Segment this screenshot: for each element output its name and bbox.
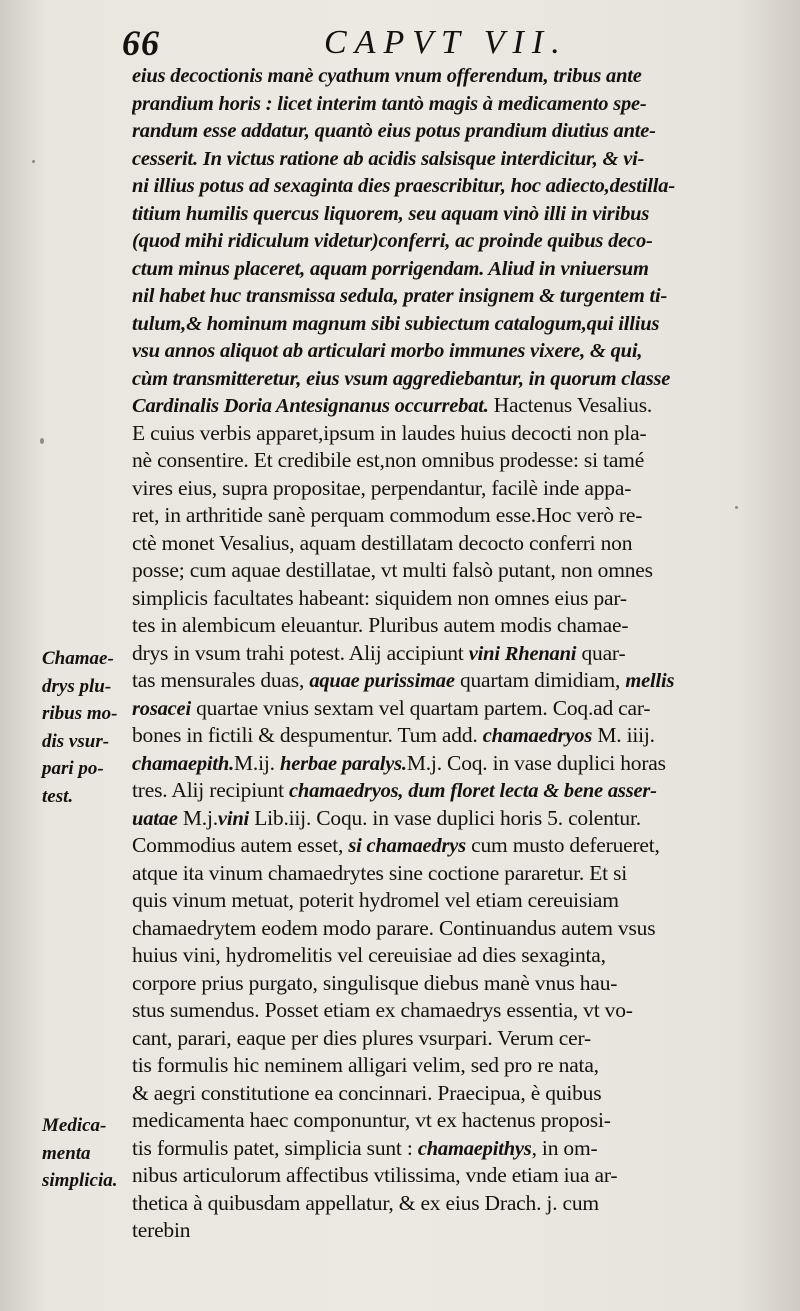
roman-segment: Commodius autem esset, <box>132 833 349 857</box>
marginal-note-line: simplicia. <box>42 1170 118 1191</box>
text-line <box>132 887 792 915</box>
page-header <box>122 18 782 68</box>
italic-segment: vini Rhenani <box>468 642 577 665</box>
roman-segment: M.ij. <box>234 750 281 775</box>
roman-segment: quar- <box>576 640 626 665</box>
text-line <box>132 970 792 998</box>
roman-segment: terebin <box>132 1218 191 1242</box>
italic-segment: aquae purissimae <box>309 670 455 692</box>
roman-segment: Lib.iij. Coqu. in vase duplici horis 5. colentur. <box>249 805 641 830</box>
text-line <box>132 1135 792 1163</box>
italic-segment: mellis <box>625 670 675 692</box>
roman-segment: ctè monet Vesalius, aquam destillatam decocto conferri non <box>132 530 633 555</box>
ink-speck <box>40 438 44 444</box>
italic-segment: (quod mihi ridiculum videtur)conferri, ac proinde quibus deco- <box>132 230 653 252</box>
italic-segment: chamaepithys <box>417 1137 532 1160</box>
italic-segment: prandium horis : licet interim tantò magis à medicamento spe- <box>132 92 647 115</box>
marginal-note-line: Chamae- <box>42 648 114 669</box>
text-line <box>132 502 792 530</box>
text-line <box>132 557 792 585</box>
text-line <box>132 337 792 365</box>
text-line <box>132 255 792 283</box>
roman-segment: cant, parari, eaque per dies plures vsurpari. Verum cer- <box>132 1025 591 1050</box>
text-line <box>132 310 792 338</box>
roman-segment: atque ita vinum chamaedrytes sine coctione pararetur. Et si <box>132 860 628 885</box>
italic-segment: Cardinalis Doria Antesignanus occurrebat. <box>132 395 494 417</box>
italic-segment: randum esse addatur, quantò eius potus prandium diutius ante- <box>132 120 656 142</box>
roman-segment: simplicis facultates habeant: siquidem non omnes eius par- <box>132 585 627 610</box>
italic-segment: rosacei <box>132 697 191 720</box>
text-line <box>132 997 792 1025</box>
roman-segment: tes in alembicum eleuantur. Pluribus autem modis chamae- <box>132 613 629 637</box>
italic-segment: chamaepith. <box>132 752 235 775</box>
text-line <box>132 585 792 613</box>
marginal-note-line: Medica- <box>42 1115 107 1136</box>
italic-segment: cesserit. In victus ratione ab acidis salsisque interdicitur, & vi- <box>132 147 645 170</box>
text-line <box>132 62 792 90</box>
italic-segment: vini <box>217 807 250 830</box>
running-head: CAPVT VII. <box>324 24 568 61</box>
roman-segment: M.j. <box>177 805 218 830</box>
text-line <box>132 722 792 750</box>
text-line <box>132 832 792 860</box>
page-number: 66 <box>122 23 160 63</box>
italic-segment: uatae <box>132 807 178 830</box>
roman-segment: quartam dimidiam, <box>454 668 626 692</box>
text-line <box>132 227 792 255</box>
text-line <box>132 640 792 668</box>
main-text <box>132 62 792 1245</box>
roman-segment: nè consentire. Et credibile est,non omnibus prodesse: si tamé <box>132 448 645 472</box>
text-line <box>132 1190 792 1218</box>
text-line <box>132 392 792 420</box>
roman-segment: & aegri constitutione ea concinnari. Praecipua, è quibus <box>132 1080 602 1105</box>
roman-segment: drys in vsum trahi potest. Alij accipiunt <box>132 640 469 665</box>
italic-segment: herbae paralys. <box>280 752 407 775</box>
text-line <box>132 942 792 970</box>
roman-segment: E cuius verbis apparet,ipsum in laudes huius decocti non pla- <box>132 420 647 445</box>
text-line <box>132 1025 792 1053</box>
roman-segment: quartae vnius sextam vel quartam partem. Coq.ad car- <box>190 695 651 720</box>
roman-segment: ret, in arthritide sanè perquam commodum esse.Hoc verò re- <box>132 503 643 527</box>
ink-speck <box>735 506 738 509</box>
text-line <box>132 1162 792 1190</box>
italic-segment: ctum minus placeret, aquam porrigendam. Aliud in vniuersum <box>132 257 649 280</box>
text-line <box>132 1080 792 1108</box>
text-line <box>132 695 792 723</box>
italic-segment: chamaedryos, dum floret lecta & bene asser- <box>289 780 657 802</box>
roman-segment: posse; cum aquae destillatae, vt multi falsò putant, non omnes <box>132 558 653 582</box>
roman-segment: , in om- <box>531 1135 598 1160</box>
roman-segment: corpore prius purgato, singulisque diebus manè vnus hau- <box>132 970 618 995</box>
marginal-note-line: drys plu- <box>42 675 112 697</box>
text-line <box>132 667 792 695</box>
italic-segment: tulum,& hominum magnum sibi subiectum catalogum,qui illius <box>132 312 660 335</box>
roman-segment: tis formulis hic neminem alligari velim, sed pro re nata, <box>132 1053 599 1077</box>
roman-segment: nibus articulorum affectibus vtilissima, vnde etiam iua ar- <box>132 1163 618 1187</box>
roman-segment: tas mensurales duas, <box>132 668 310 692</box>
text-line <box>132 117 792 145</box>
text-line <box>132 915 792 943</box>
roman-segment: quis vinum metuat, poterit hydromel vel etiam cereuisiam <box>132 888 619 912</box>
italic-segment: chamaedryos <box>482 725 593 747</box>
italic-segment: ni illius potus ad sexaginta dies praescribitur, hoc adiecto,destilla- <box>132 175 675 197</box>
marginal-note-line: menta <box>42 1142 91 1164</box>
roman-segment: bones in fictili & despumentur. Tum add. <box>132 723 483 747</box>
text-line <box>132 475 792 503</box>
text-line <box>132 777 792 805</box>
roman-segment: cum musto deferueret, <box>465 833 660 857</box>
roman-segment: Hactenus Vesalius. <box>493 393 653 417</box>
roman-segment: tis formulis patet, simplicia sunt : <box>132 1135 418 1160</box>
text-line <box>132 172 792 200</box>
roman-segment: M.j. Coq. in vase duplici horas <box>406 750 666 775</box>
italic-segment: eius decoctionis manè cyathum vnum offerendum, tribus ante <box>132 65 642 87</box>
italic-segment: vsu annos aliquot ab articulari morbo immunes vixere, & qui, <box>132 340 643 362</box>
italic-segment: cùm transmitteretur, eius vsum aggrediebantur, in quorum classe <box>132 367 671 390</box>
text-line <box>132 365 792 393</box>
italic-segment: si chamaedrys <box>348 835 466 857</box>
roman-segment: chamaedrytem eodem modo parare. Continuandus autem vsus <box>132 915 656 940</box>
text-line <box>132 530 792 558</box>
marginal-note-medicamenta <box>42 1112 138 1195</box>
text-line <box>132 420 792 448</box>
text-line <box>132 90 792 118</box>
text-line <box>132 805 792 833</box>
roman-segment: stus sumendus. Posset etiam ex chamaedrys essentia, vt vo- <box>132 998 633 1022</box>
text-line <box>132 750 792 778</box>
text-line <box>132 282 792 310</box>
roman-segment: huius vini, hydromelitis vel cereuisiae ad dies sexaginta, <box>132 943 606 967</box>
roman-segment: tres. Alij recipiunt <box>132 778 290 802</box>
text-line <box>132 860 792 888</box>
marginal-note-line: dis vsur- <box>42 730 110 752</box>
ink-speck <box>32 160 35 163</box>
italic-segment: nil habet huc transmissa sedula, prater insignem & turgentem ti- <box>132 285 668 307</box>
marginal-note-line: pari po- <box>42 758 104 779</box>
roman-segment: M. iiij. <box>592 723 655 747</box>
text-line <box>132 1107 792 1135</box>
roman-segment: thetica à quibusdam appellatur, & ex eius Drach. j. cum <box>132 1190 599 1215</box>
text-line <box>132 447 792 475</box>
roman-segment: vires eius, supra propositae, perpendantur, facilè inde appa- <box>132 475 632 500</box>
text-line <box>132 200 792 228</box>
text-line <box>132 145 792 173</box>
marginal-note-line: test. <box>42 785 74 807</box>
marginal-note-line: ribus mo- <box>42 703 118 724</box>
roman-segment: medicamenta haec componuntur, vt ex hactenus proposi- <box>132 1108 611 1132</box>
text-line <box>132 612 792 640</box>
italic-segment: titium humilis quercus liquorem, seu aquam vinò illi in viribus <box>132 202 650 225</box>
text-line <box>132 1217 792 1245</box>
text-line <box>132 1052 792 1080</box>
marginal-note-chamaedrys <box>42 645 138 810</box>
